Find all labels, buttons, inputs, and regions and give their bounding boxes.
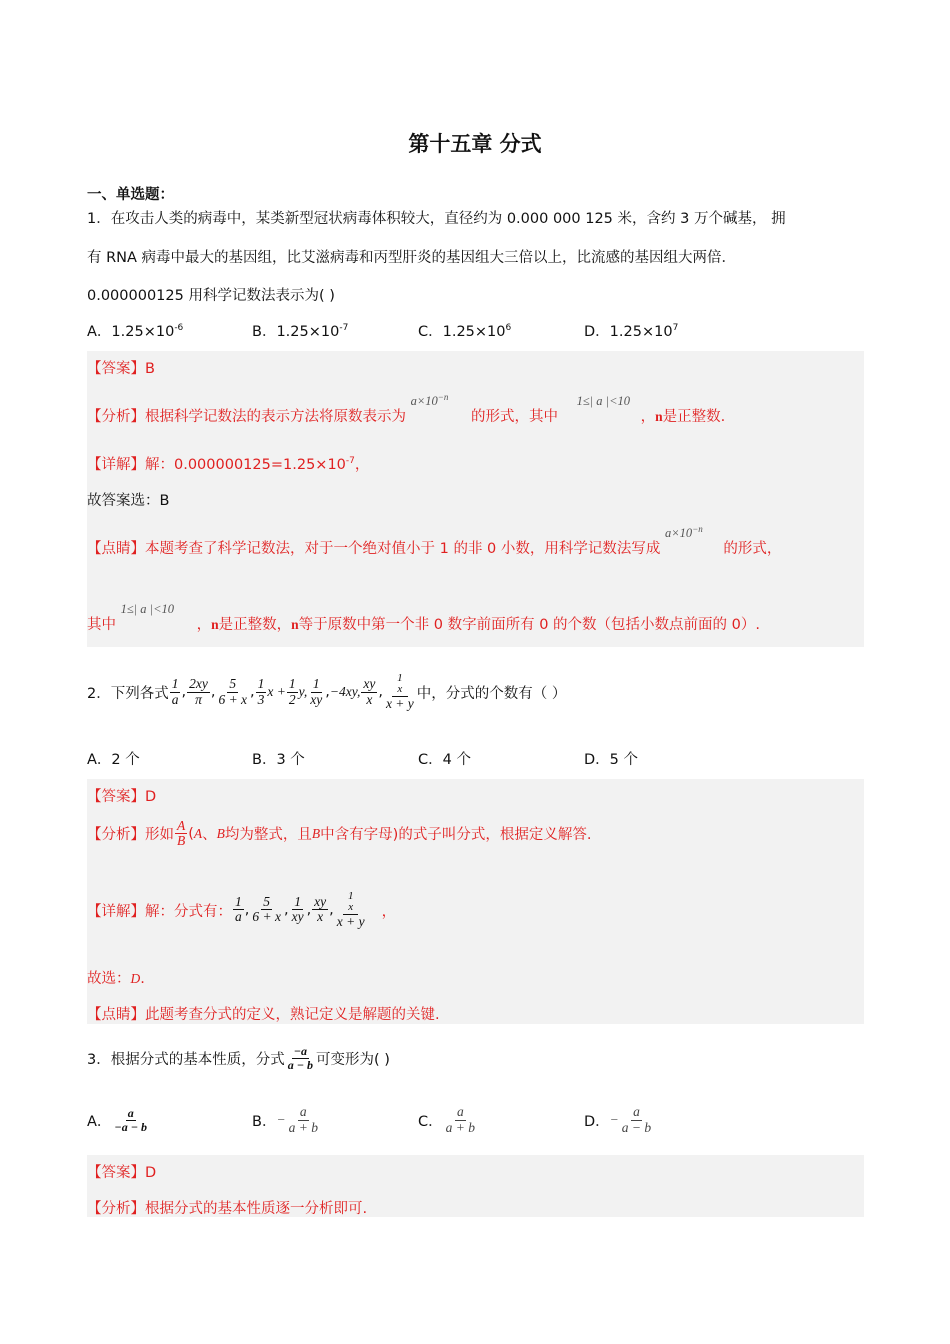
q3-option-d-label: D． [584,1113,610,1130]
q3-option-a-num: a [127,1105,134,1120]
q1-comment-line-2: 其中 1≤| a |<10 ，n是正整数，n等于原数中第一个非 0 数字前面所有 0 的个数（包括小数点前面的 0）. [87,602,761,633]
q1-analysis: 【分析】根据科学记数法的表示方法将原数表示为 $a\times 10^{-n}$ 的形式，其中 1≤| a |<10 ，n是正整数. [87,391,726,425]
q2-detail-frac-2-num: 5 [263,894,271,910]
q3-fraction-den: a − b [287,1057,314,1072]
q3-option-b-num: a [299,1104,307,1120]
q2-detail-frac-1 [233,895,244,924]
q1-option-d-text: D．1.25×10 [584,324,673,340]
q1-analysis-mid: 的形式，其中 [470,409,558,425]
q3-option-a-label: A． [87,1113,112,1130]
q1-detail [87,453,369,474]
q3-prefix: 3．根据分式的基本性质，分式 [87,1051,285,1068]
question-2: 2．下列各式 $\frac{1}{a}$ , $\frac{2xy}{\pi}$ , $\frac{5}{6 + x}$ , $\frac{1}{3}$ x + $\frac{1}{2}$ y, $\frac{1}{xy}$ , −4xy, $\frac{xy}{x}$ , 1 x x + y 中，分式的个数有（ ） [87,671,567,711]
q3-option-a[interactable] [87,1100,150,1140]
q3-option-b-den: a + b [288,1119,318,1135]
q2-detail-frac-2 [250,895,283,924]
q2-choose-D: D [130,971,141,986]
q2-analysis-frac-den: B [177,833,186,849]
q2-expr-8-inner-num: 1 [397,671,403,684]
q2-detail-frac-3-den: xy [291,909,304,925]
q2-expr-7-num: xy [363,676,376,692]
q3-analysis: 【分析】根据分式的基本性质逐一分析即可. [87,1201,368,1217]
q1-comment2-mid: 是正整数， [218,617,292,633]
q2-detail-frac-4 [312,895,328,924]
q2-detail-frac-3 [290,895,306,924]
q2-analysis-p4: 中含有字母)的式子叫分式，根据定义解答. [320,827,592,844]
q3-option-c-num: a [456,1104,464,1120]
q2-suffix: 中，分式的个数有（ ） [416,685,567,702]
q2-analysis-p2: 、 [202,827,217,844]
q2-choose [87,967,145,988]
q2-comment: 【点睛】此题考查分式的定义，熟记定义是解题的关键. [87,1007,440,1023]
q2-prefix: 2．下列各式 [87,685,169,702]
q3-suffix: 可变形为( ) [316,1051,390,1068]
q3-option-b-frac [287,1105,320,1134]
q2-detail-frac-1-num: 1 [235,894,242,910]
q2-expr-4a-num: 1 [257,676,265,692]
q1-comment-formula-exp: −n [692,523,703,534]
q1-analysis-formula [410,391,449,408]
q1-detail-text: 【详解】解：0.000000125=1.25×10 [87,457,346,473]
page-title: 第十五章 分式 [408,132,542,156]
q1-comment2-condition: 1≤| a |<10 [120,602,175,616]
q2-detail-frac-5-inner-num: 1 [347,889,354,902]
q2-expr-1 [170,677,181,706]
q2-expr-4b [287,677,298,706]
q2-expr-8 [384,673,416,711]
q3-option-a-frac [112,1107,149,1133]
q3-answer: 【答案】D [87,1165,157,1181]
q2-detail-frac-1-den: a [235,909,242,925]
q3-option-c-label: C． [418,1113,443,1130]
q2-detail-end: ， [381,903,397,920]
q2-expr-4-y: y, [298,684,308,699]
q2-expr-5-den: xy [310,691,323,707]
question-3 [87,1038,390,1078]
q2-analysis-A: A [193,825,203,841]
q2-detail-frac-4-den: x [317,909,324,925]
q3-option-d[interactable] [584,1100,654,1140]
q2-expr-3-den: 6 + x [218,691,248,707]
q1-option-c-exp: 6 [505,323,512,334]
q1-comment-formula-base: a×10 [665,526,693,540]
q3-option-a-den: −a − b [114,1119,147,1134]
q3-fraction [286,1045,315,1071]
q3-option-c-den: a + b [445,1119,475,1135]
q1-option-b-exp: -7 [339,323,349,334]
q2-detail-frac-4-num: xy [314,894,327,910]
q2-analysis-p1: ( [188,825,194,842]
q2-detail-frac-5 [335,891,367,929]
q1-option-d[interactable] [584,320,678,341]
q1-comment2-n2: n [291,617,299,632]
q3-option-d-den: a − b [621,1119,652,1135]
q3-option-c[interactable] [418,1100,478,1140]
q1-solution-box [87,351,864,647]
q2-expr-1-den: a [171,691,179,707]
q2-analysis-frac [175,819,187,848]
q1-option-a-text: A．1.25×10 [87,324,175,340]
q2-analysis-pre: 【分析】形如 [87,827,174,844]
q2-detail-frac-2-den: 6 + x [252,909,281,925]
q1-detail-exp: -7 [345,456,355,467]
q1-option-c-text: C．1.25×10 [418,324,506,340]
q2-expr-4a [256,677,267,706]
q2-analysis [87,819,591,848]
q2-analysis-p3: 均为整式，且 [224,827,312,844]
q2-expr-8-inner-den: x [397,683,403,696]
q3-option-c-frac [444,1105,477,1134]
q1-comment-formula [665,523,703,540]
q1-formula-exp: −n [437,391,449,402]
q2-option-b[interactable]: B．3 个 [252,752,305,768]
q1-option-a-exp: -6 [174,323,184,334]
q1-comment2-n1: n [211,617,219,632]
q2-expr-4b-den: 2 [288,691,296,707]
q3-option-d-sign: − [609,1112,619,1127]
q3-option-b[interactable] [252,1100,321,1140]
q2-expr-2-den: π [195,691,202,707]
q2-expr-3-num: 5 [229,676,237,692]
q2-analysis-B2: B [311,825,321,841]
q3-fraction-num: −a [293,1043,308,1058]
q2-choose-pre: 故选： [87,971,131,987]
q3-option-b-label: B． [252,1113,277,1130]
q2-expr-5 [308,677,324,706]
q1-option-a[interactable] [87,320,183,341]
q1-formula-base: a×10 [410,394,438,408]
q2-expr-8-den: x + y [385,695,414,711]
q2-expr-1-num: 1 [171,676,179,692]
q2-expr-6: −4xy, [329,684,361,699]
q2-detail-fractions: $\frac{1}{a}$ , $\frac{5}{6 + x}$ , $\frac{1}{xy}$ , $\frac{xy}{x}$ , 1 x x + y [235,889,365,929]
q2-analysis-frac-num: A [177,818,186,833]
q2-detail [87,877,396,943]
q2-analysis-B: B [216,825,225,841]
q1-analysis-condition: 1≤| a |<10 [576,394,631,408]
q3-solution-box [87,1155,864,1217]
q2-detail-pre: 【详解】解：分式有： [87,903,232,920]
q1-analysis-post: 是正整数. [662,409,726,425]
q2-expr-7 [361,677,377,706]
q1-option-b[interactable] [252,320,348,341]
q2-detail-frac-3-num: 1 [294,894,301,910]
q1-comment-text: 【点睛】本题考查了科学记数法，对于一个绝对值小于 1 的非 0 小数，用科学记数法写成 [87,541,661,557]
q2-detail-frac-5-den: x + y [336,913,365,929]
q1-analysis-n: n [655,409,663,424]
q1-option-d-exp: 7 [672,323,679,334]
q3-option-b-sign: − [276,1112,286,1127]
q2-expr-2 [187,677,210,706]
q1-comment-post: 的形式， [723,541,782,557]
q2-expr-4a-den: 3 [257,691,265,707]
q1-line-1: 1．在攻击人类的病毒中，某类新型冠状病毒体积较大，直径约为 0.000 000 125 米，含约 3 万个碱基， 拥 [87,211,786,227]
q2-expr-4-x: x + [267,684,286,699]
q2-expr-2-num: 2xy [189,676,208,692]
q2-solution-box [87,779,864,1024]
q2-option-d[interactable]: D．5 个 [584,752,638,768]
q1-comment2-pre: 其中 [87,617,116,633]
q2-option-c[interactable]: C．4 个 [418,752,471,768]
section-heading: 一、单选题： [87,187,174,203]
q3-option-d-frac [620,1105,653,1134]
q2-answer: 【答案】D [87,789,157,805]
q1-answer: 【答案】B [87,361,155,377]
q2-expr-4b-num: 1 [288,676,296,692]
q1-option-c[interactable] [418,320,511,341]
q2-expr-7-den: x [366,691,373,707]
q2-choose-end: . [140,971,145,987]
q2-option-a[interactable]: A．2 个 [87,752,140,768]
q1-analysis-text: 【分析】根据科学记数法的表示方法将原数表示为 [87,409,406,425]
q2-detail-frac-5-inner [346,891,356,914]
q2-expr-5-num: 1 [312,676,320,692]
q3-option-d-num: a [633,1104,640,1120]
q1-line-2: 有 RNA 病毒中最大的基因组，比艾滋病毒和丙型肝炎的基因组大三倍以上，比流感的基因组大两倍． [87,250,737,266]
q2-detail-frac-5-inner-den: x [348,901,354,914]
q1-line-3: 0.000000125 用科学记数法表示为( ) [87,288,335,304]
q1-detail-end: ， [354,457,370,473]
q2-expr-3 [216,677,249,706]
q1-comment2-post: 等于原数中第一个非 0 数字前面所有 0 的个数（包括小数点前面的 0）. [298,617,761,633]
q1-option-b-text: B．1.25×10 [252,324,340,340]
q1-choose: 故答案选：B [87,493,170,509]
q2-expr-8-inner [395,673,405,696]
